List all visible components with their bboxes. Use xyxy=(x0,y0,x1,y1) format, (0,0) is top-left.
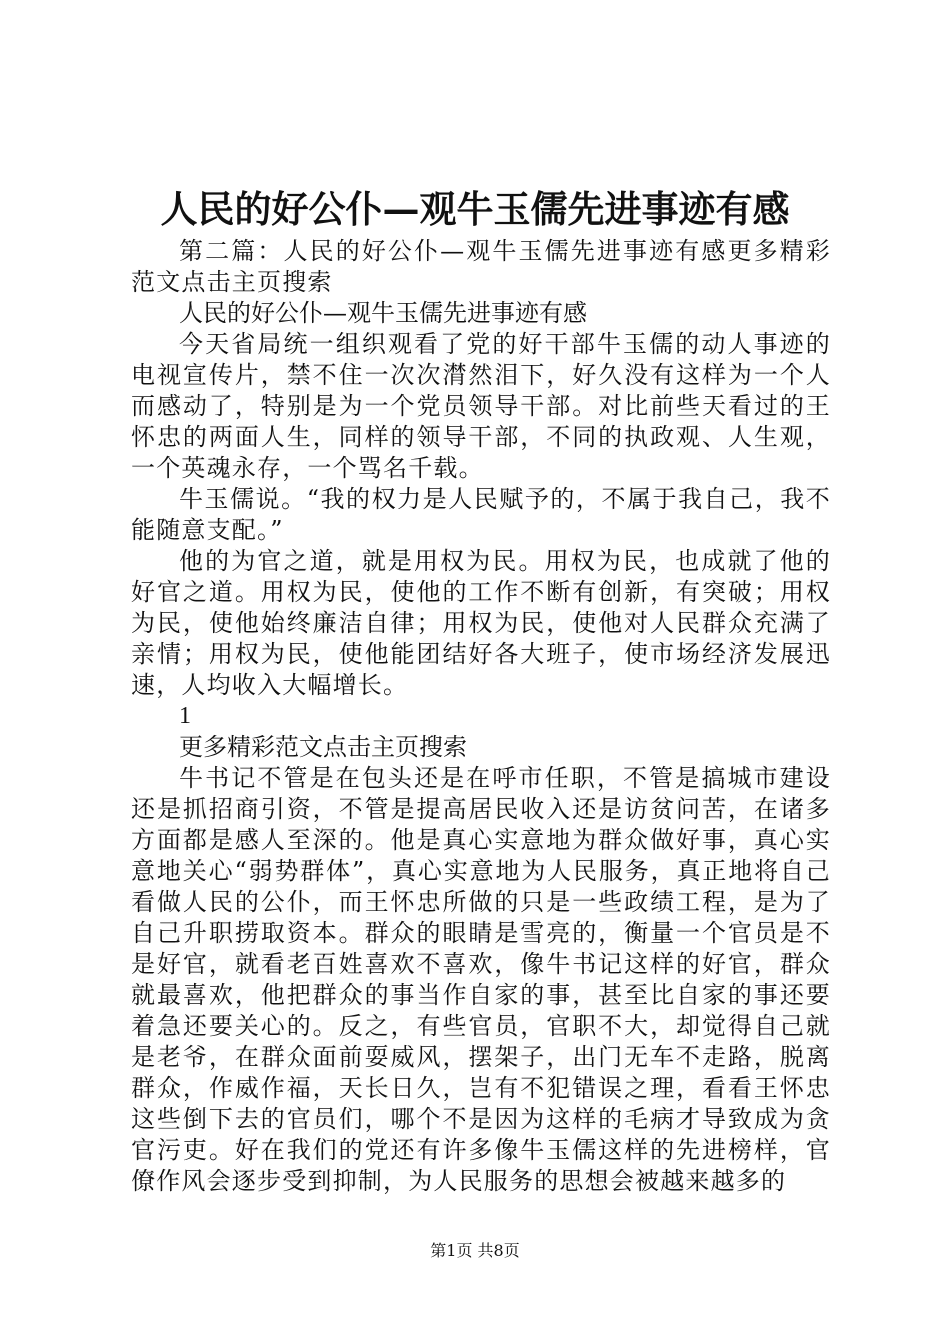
paragraph-intro: 今天省局统一组织观看了党的好干部牛玉儒的动人事迹的电视宣传片，禁不住一次次潸然泪下，好久没有这样为一个人而感动了，特别是为一个党员领导干部。对比前些天看过的王怀忠的两面人生，同样的领导干部，不同的执政观、人生观，一个英魂永存，一个骂名千载。 xyxy=(131,330,831,482)
page-footer: 第1页 共8页 xyxy=(430,1241,520,1260)
page-number-inline: 1 xyxy=(179,703,191,729)
paragraph-more-samples: 更多精彩范文点击主页搜索 xyxy=(179,733,467,761)
paragraph-heading-second: 第二篇：人民的好公仆—观牛玉儒先进事迹有感更多精彩范文点击主页搜索 xyxy=(131,237,831,296)
document-body xyxy=(131,236,831,1197)
paragraph-secretary-niu: 牛书记不管是在包头还是在呼市任职，不管是搞城市建设还是抓招商引资，不管是提高居民收入还是访贫问苦，在诸多方面都是感人至深的。他是真心实意地为群众做好事，真心实意地关心“弱势群体”，真心实意地为人民服务，真正地将自己看做人民的公仆，而王怀忠所做的只是一些政绩工程，是为了自己升职捞取资本。群众的眼睛是雪亮的，衡量一个官员是不是好官，就看老百姓喜欢不喜欢，像牛书记这样的好官，群众就最喜欢，他把群众的事当作自家的事，甚至比自家的事还要着急还要关心的。反之，有些官员，官职不大，却觉得自己就是老爷，在群众面前耍威风，摆架子，出门无车不走路，脱离群众，作威作福，天长日久，岂有不犯错误之理，看看王怀忠这些倒下去的官员们，哪个不是因为这样的毛病才导致成为贪官污吏。好在我们的党还有许多像牛玉儒这样的先进榜样，官僚作风会逐步受到抑制，为人民服务的思想会被越来越多的 xyxy=(131,764,831,1195)
paragraph-subtitle: 人民的好公仆—观牛玉儒先进事迹有感 xyxy=(179,299,587,327)
paragraph-power-for-people: 他的为官之道，就是用权为民。用权为民，也成就了他的好官之道。用权为民，使他的工作不断有创新，有突破；用权为民，使他始终廉洁自律；用权为民，使他对人民群众充满了亲情；用权为民，使他能团结好各大班子，使市场经济发展迅速，人均收入大幅增长。 xyxy=(131,547,831,699)
paragraph-quote: 牛玉儒说。“我的权力是人民赋予的，不属于我自己，我不能随意支配。” xyxy=(131,485,831,544)
document-title: 人民的好公仆—观牛玉儒先进事迹有感 xyxy=(160,187,790,231)
